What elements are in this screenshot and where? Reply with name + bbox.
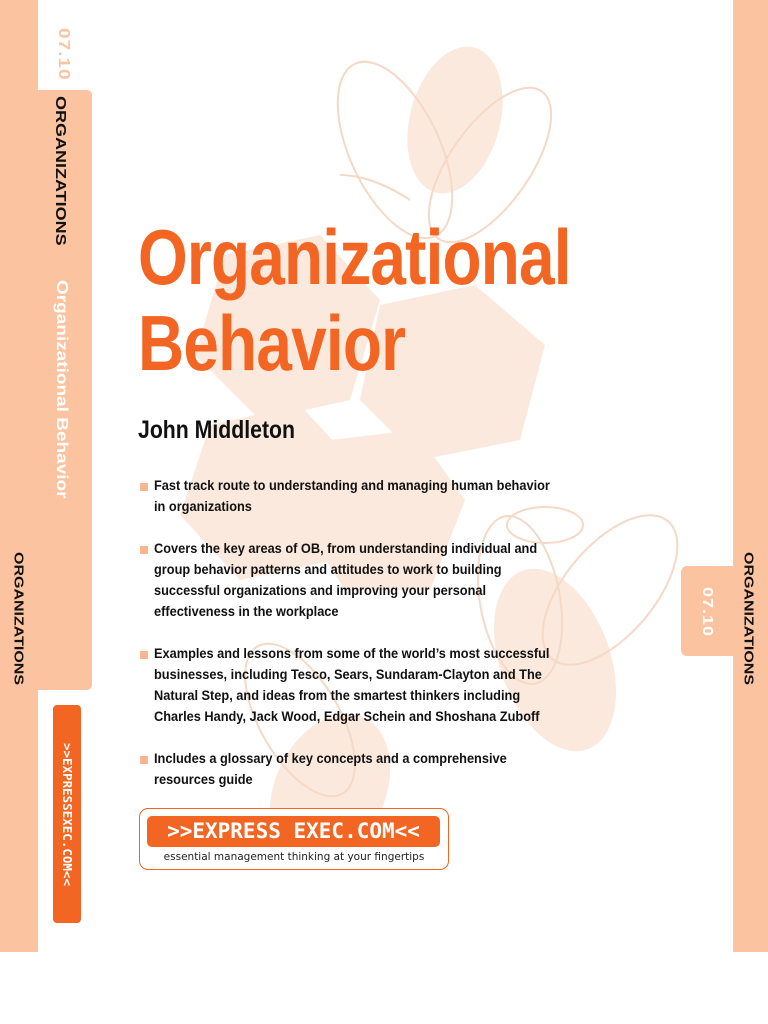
- bullet-text-line: Covers the key areas of OB, from understanding individual and: [154, 541, 538, 557]
- bullet-text-line: successful organizations and improving your personal: [154, 583, 487, 599]
- feature-bullet: [138, 539, 618, 623]
- bullet-square-icon: [140, 483, 148, 491]
- right-edge-background: [733, 0, 768, 952]
- bullet-text-line: businesses, including Tesco, Sears, Sundaram-Clayton and The: [154, 667, 542, 683]
- book-title-line-2: Behavior: [138, 299, 406, 387]
- feature-bullet: [138, 644, 618, 728]
- logo-tagline: essential management thinking at your fingertips: [163, 851, 425, 863]
- expressexec-logo: [139, 808, 449, 870]
- bullet-square-icon: [140, 546, 148, 554]
- bullet-text-line: Natural Step, and ideas from the smartest thinkers including: [154, 688, 521, 704]
- logo-brand-text: >>EXPRESS EXEC.COM<<: [147, 816, 440, 847]
- bullet-text-line: resources guide: [154, 772, 253, 788]
- bullet-text-line: Includes a glossary of key concepts and a comprehensive: [154, 751, 507, 767]
- bee-body-top: [392, 36, 518, 204]
- right-series-label: ORGANIZATIONS: [741, 552, 756, 686]
- bullet-text-line: Examples and lessons from some of the world’s most successful: [154, 646, 550, 662]
- book-author: John Middleton: [138, 416, 295, 444]
- spine-logo: [53, 705, 81, 923]
- right-issue-number: 07.10: [699, 587, 717, 638]
- bullet-text-line: Charles Handy, Jack Wood, Edgar Schein and Shoshana Zuboff: [154, 709, 540, 725]
- feature-bullet-list: [138, 476, 618, 791]
- spine-series-label: ORGANIZATIONS: [52, 96, 70, 246]
- bullet-square-icon: [140, 756, 148, 764]
- spine-series-label-lower: ORGANIZATIONS: [11, 552, 26, 686]
- bee-antenna-top: [340, 175, 410, 200]
- spine-issue-number: 07.10: [54, 28, 73, 81]
- feature-bullet: [138, 476, 618, 518]
- bullet-text-line: Fast track route to understanding and managing human behavior: [154, 478, 550, 494]
- book-title-line-1: Organizational: [138, 213, 571, 301]
- bullet-text-line: effectiveness in the workplace: [154, 604, 339, 620]
- bullet-text-line: group behavior patterns and attitudes to work to building: [154, 562, 502, 578]
- book-title: [138, 214, 571, 386]
- spine-background: [0, 0, 38, 952]
- bullet-square-icon: [140, 651, 148, 659]
- spine-title: Organizational Behavior: [52, 280, 71, 499]
- feature-bullet: [138, 749, 618, 791]
- spine-logo-text: >>EXPRESSEXEC.COM<<: [60, 742, 75, 886]
- bullet-text-line: in organizations: [154, 499, 252, 515]
